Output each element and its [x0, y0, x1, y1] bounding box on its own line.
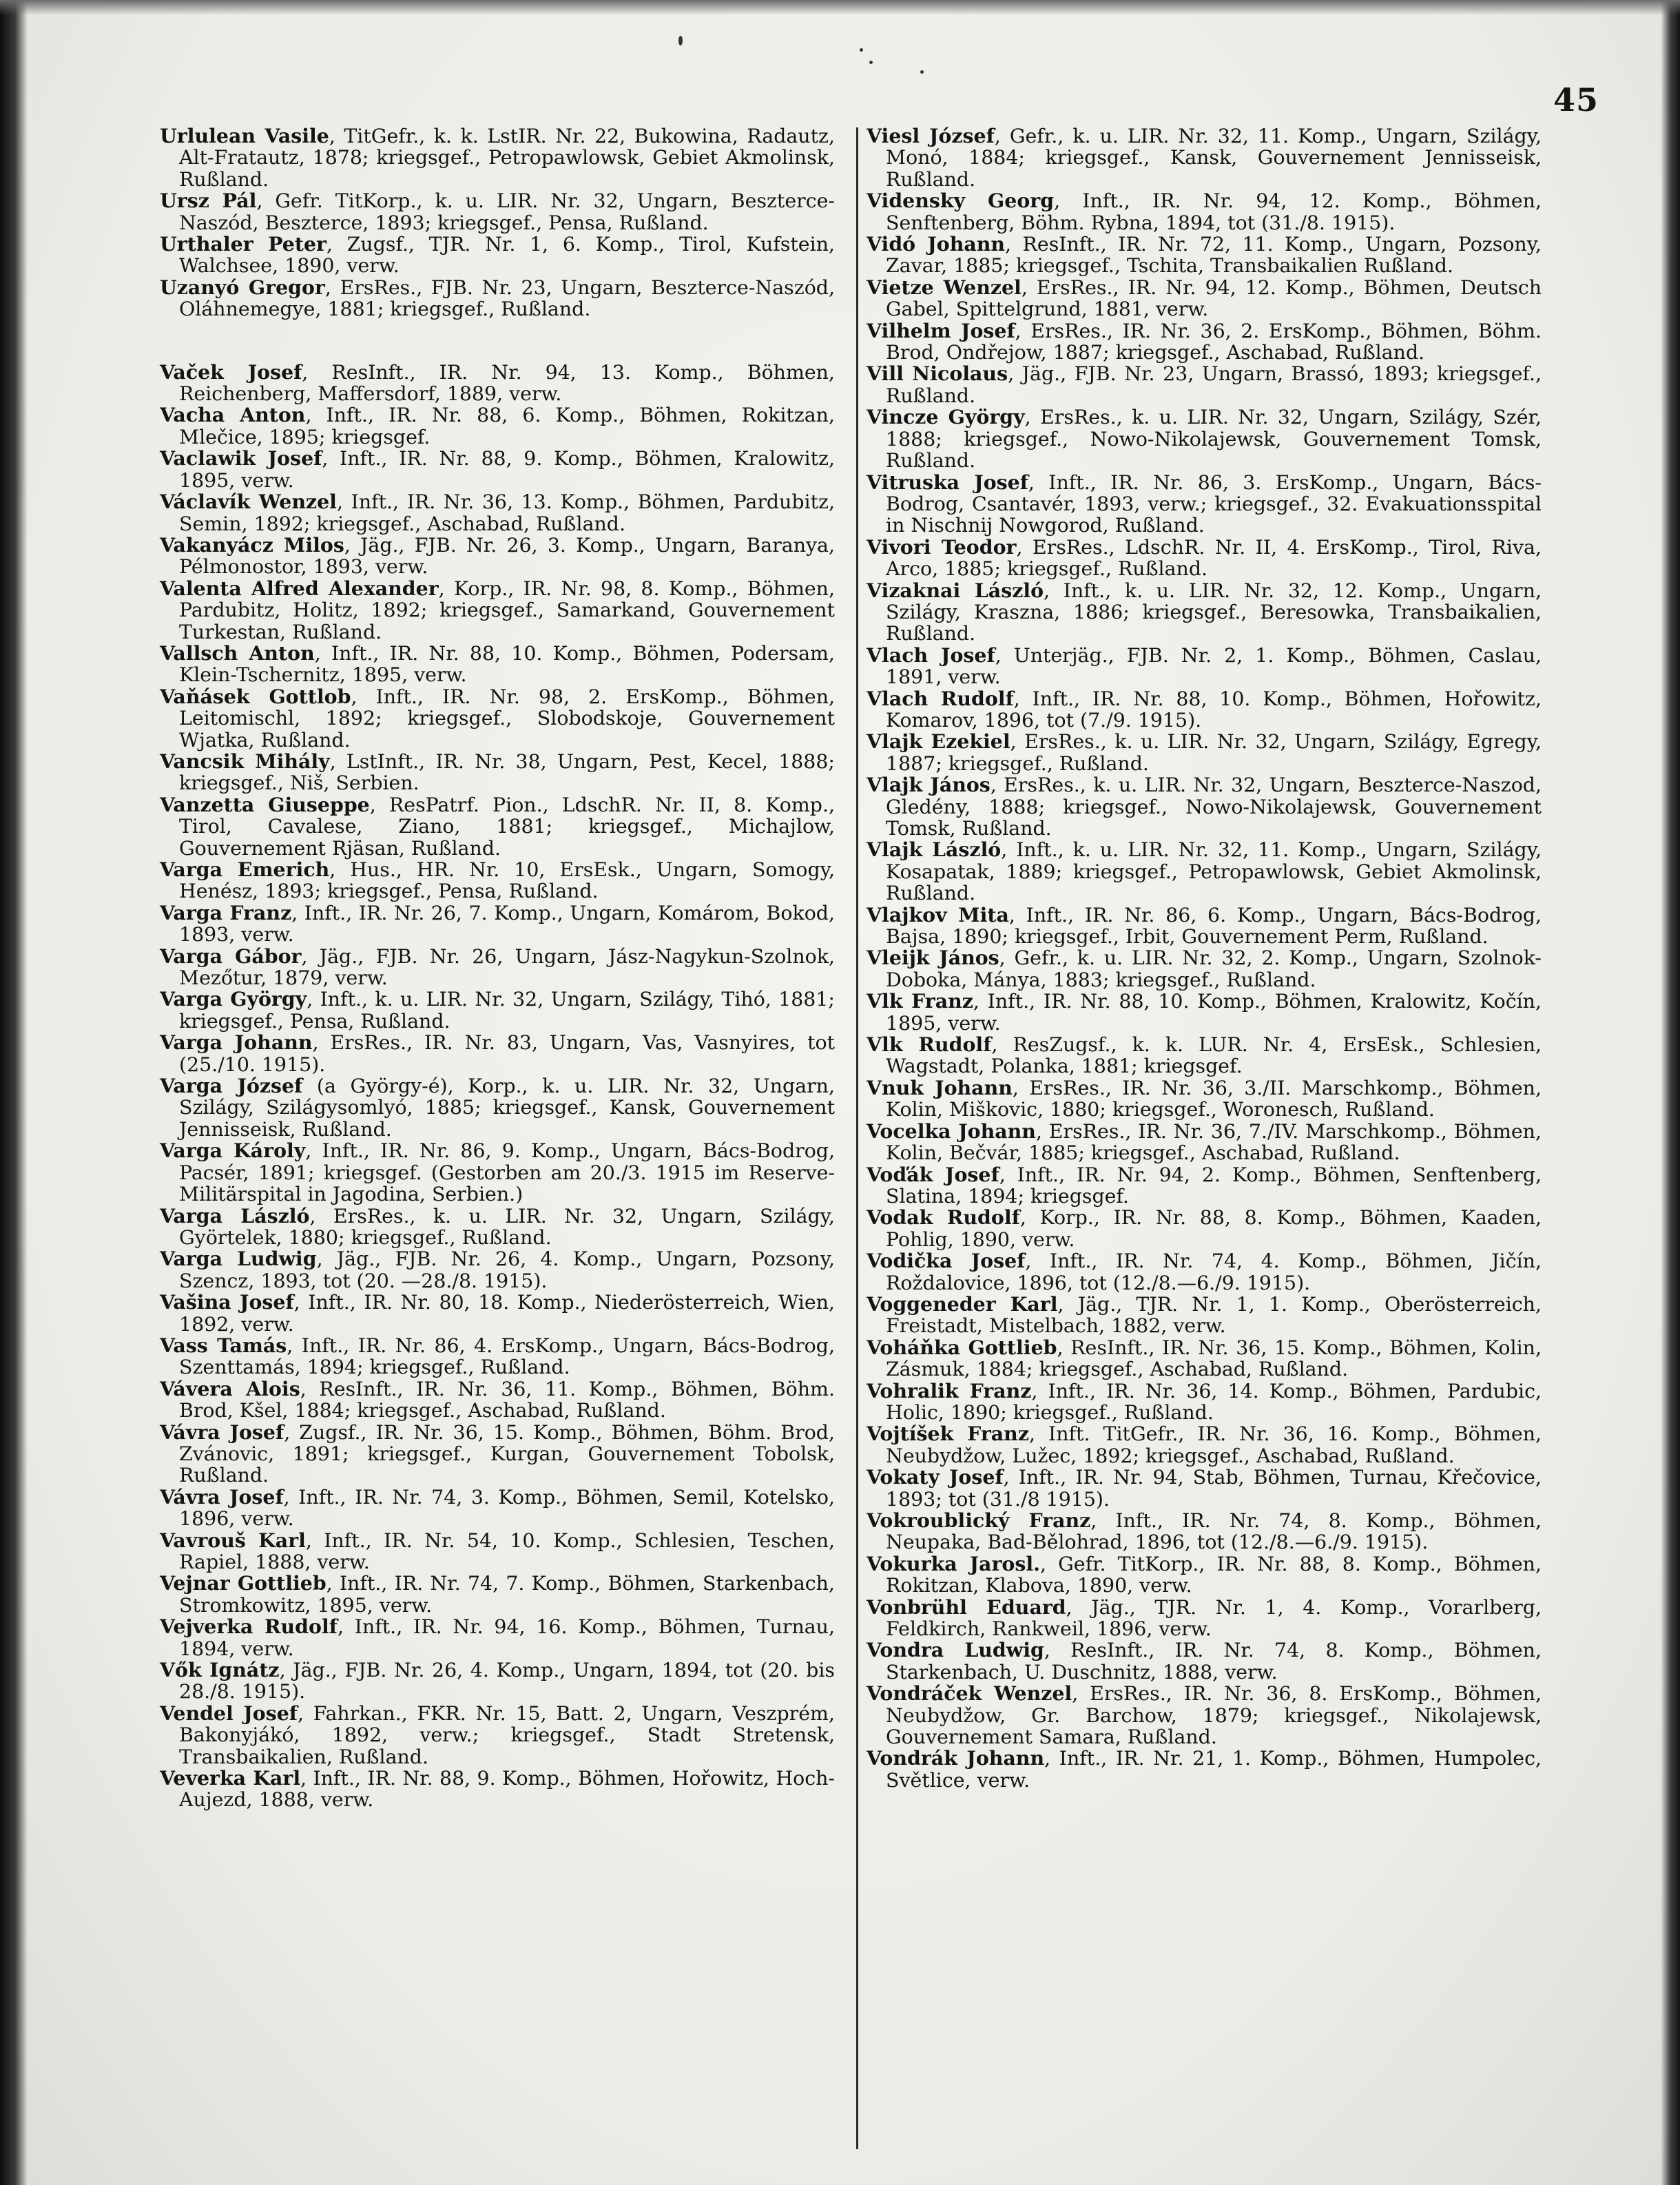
register-entry	[867, 947, 1542, 991]
entry-details: , ErsRes., IR. Nr. 94, 12. Komp., Böhmen, Deutsch Gabel, Spittelgrund, 1881, verw.	[886, 276, 1542, 321]
entry-details: , TitGefr., k. k. LstIR. Nr. 22, Bukowina, Radautz, Alt-Fratautz, 1878; kriegsgef., Petropawlowsk, Gebiet Akmolinsk, Rußland.	[179, 125, 835, 191]
entry-name: Vallsch Anton	[160, 641, 315, 665]
entry-details: , Inft., IR. Nr. 74, 8. Komp., Böhmen, Neupaka, Bad-Bělohrad, 1896, tot (12./8.—6./9. 1915).	[886, 1509, 1542, 1554]
register-entry	[160, 1422, 835, 1487]
register-entry	[867, 1639, 1542, 1683]
entry-name: Vojtíšek Franz	[867, 1422, 1029, 1446]
register-entry	[867, 991, 1542, 1034]
register-entry	[160, 1075, 835, 1140]
register-entry	[867, 1423, 1542, 1467]
entry-details: , LstInft., IR. Nr. 38, Ungarn, Pest, Kecel, 1888; kriegsgef., Niš, Serbien.	[179, 749, 835, 795]
entry-name: Varga László	[160, 1203, 310, 1228]
register-entry	[160, 686, 835, 751]
entry-name: Vlk Rudolf	[867, 1033, 992, 1057]
entry-details: , ErsRes., IR. Nr. 36, 7./IV. Marschkomp., Böhmen, Kolin, Bečvár, 1885; kriegsgef., Aschabad, Rußland.	[886, 1119, 1542, 1165]
entry-name: Vlajkov Mita	[867, 902, 1009, 926]
register-entry	[160, 946, 835, 989]
column-divider	[856, 127, 858, 2149]
entry-name: Vacha Anton	[160, 403, 306, 427]
register-entry	[867, 1077, 1542, 1121]
register-entry	[867, 1467, 1542, 1510]
entry-details: , ErsRes., FJB. Nr. 23, Ungarn, Beszterce-Naszód, Oláhnemegye, 1881; kriegsgef., Rußland.	[179, 276, 835, 321]
page-number: 45	[1553, 81, 1599, 118]
entry-details: , Inft., IR. Nr. 88, 9. Komp., Böhmen, Kralowitz, 1895, verw.	[179, 447, 835, 492]
entry-name: Vlach Josef	[867, 643, 995, 667]
entry-name: Vondráček Wenzel	[867, 1681, 1072, 1706]
entry-name: Varga Franz	[160, 900, 292, 924]
register-entry	[867, 1510, 1542, 1553]
register-entry	[867, 1207, 1542, 1250]
scan-shadow-left	[0, 0, 28, 2185]
register-entry	[867, 406, 1542, 471]
register-entry	[160, 751, 835, 794]
entry-details: , ResInft., IR. Nr. 36, 15. Komp., Böhmen, Kolin, Zásmuk, 1884; kriegsgef., Aschabad, Rußland.	[886, 1336, 1542, 1381]
entry-name: Vakanyácz Milos	[160, 532, 344, 557]
entry-name: Vők Ignátz	[160, 1658, 280, 1682]
entry-name: Vaňásek Gottlob	[160, 684, 351, 708]
entry-details: , Unterjäg., FJB. Nr. 2, 1. Komp., Böhmen, Caslau, 1891, verw.	[886, 643, 1542, 689]
register-entry	[160, 1248, 835, 1292]
entry-details: , Inft., IR. Nr. 74, 3. Komp., Böhmen, Semil, Kotelsko, 1896, verw.	[179, 1485, 835, 1531]
entry-details: , Jäg., TJR. Nr. 1, 1. Komp., Oberösterreich, Freistadt, Mistelbach, 1882, verw.	[886, 1292, 1542, 1338]
entry-details: , Fahrkan., FKR. Nr. 15, Batt. 2, Ungarn, Veszprém, Bakonyjákó, 1892, verw.; kriegsgef., Stadt Stretensk, Transbaikalien, Rußland.	[179, 1701, 835, 1768]
register-entry	[160, 1530, 835, 1573]
register-entry	[160, 1659, 835, 1703]
entry-name: Vokaty Josef	[867, 1465, 1004, 1489]
entry-name: Vass Tamás	[160, 1333, 287, 1357]
entry-details: , Inft., IR. Nr. 94, 12. Komp., Böhmen, Senftenberg, Böhm. Rybna, 1894, tot (31./8. 1915).	[886, 189, 1542, 234]
entry-details: , Inft., IR. Nr. 88, 9. Komp., Böhmen, Hořowitz, Hoch-Aujezd, 1888, verw.	[179, 1767, 835, 1812]
entry-name: Vavrouš Karl	[160, 1528, 306, 1552]
entry-details: , ResZugsf., k. k. LUR. Nr. 4, ErsEsk., Schlesien, Wagstadt, Polanka, 1881; kriegsgef.	[886, 1033, 1542, 1078]
entry-details: , Jäg., FJB. Nr. 26, 4. Komp., Ungarn, Pozsony, Szencz, 1893, tot (20. —28./8. 1915).	[179, 1247, 835, 1292]
scan-speck	[869, 61, 873, 64]
entry-name: Vokurka Jarosl.	[867, 1551, 1041, 1575]
entry-name: Vávra Josef	[160, 1484, 284, 1509]
register-entry	[867, 1121, 1542, 1164]
entry-details: , ErsRes., IR. Nr. 36, 2. ErsKomp., Böhmen, Böhm. Brod, Ondřejow, 1887; kriegsgef., Aschabad, Rußland.	[886, 319, 1542, 364]
entry-details: , ErsRes., IR. Nr. 36, 3./II. Marschkomp., Böhmen, Kolin, Miškovic, 1880; kriegsgef., Woronesch, Rußland.	[886, 1076, 1542, 1121]
entry-name: Varga Károly	[160, 1139, 306, 1163]
entry-details: , ResPatrf. Pion., LdschR. Nr. II, 8. Komp., Tirol, Cavalese, Ziano, 1881; kriegsgef., Michajlow, Gouvernement Rjäsan, Rußland.	[179, 793, 835, 860]
register-entry	[160, 794, 835, 859]
entry-name: Vlk Franz	[867, 989, 973, 1013]
entry-name: Voďák Josef	[867, 1162, 999, 1186]
register-entry	[867, 839, 1542, 904]
entry-name: Varga Ludwig	[160, 1247, 317, 1271]
entry-details: , ErsRes., k. u. LIR. Nr. 32, Ungarn, Beszterce-Naszod, Gledény, 1888; kriegsgef., Nowo-Nikolajewsk, Gouvernement Tomsk, Rußland.	[886, 774, 1542, 840]
register-entry	[867, 320, 1542, 364]
entry-name: Vlajk Ezekiel	[867, 729, 1010, 754]
entry-name: Vitruska Josef	[867, 470, 1028, 494]
entry-name: Vodak Rudolf	[867, 1205, 1020, 1230]
entry-name: Viesl József	[867, 124, 995, 147]
scan-speck	[860, 48, 863, 52]
entry-name: Vizaknai László	[867, 578, 1044, 602]
scan-shadow-right	[1661, 0, 1680, 2185]
entry-name: Vocelka Johann	[867, 1119, 1036, 1143]
entry-details: , Zugsf., IR. Nr. 36, 15. Komp., Böhmen, Böhm. Brod, Zvánovic, 1891; kriegsgef., Kurgan, Gouvernement Tobolsk, Rußland.	[179, 1420, 835, 1487]
entry-details: , Inft., IR. Nr. 36, 13. Komp., Böhmen, Pardubitz, Semin, 1892; kriegsgef., Aschabad, Rußland.	[179, 490, 835, 535]
entry-details: , Inft., IR. Nr. 26, 7. Komp., Ungarn, Komárom, Bokod, 1893, verw.	[179, 901, 835, 946]
scan-speck	[920, 70, 924, 74]
left-column	[160, 125, 835, 1811]
entry-details: , ErsRes., LdschR. Nr. II, 4. ErsKomp., Tirol, Riva, Arco, 1885; kriegsgef., Rußland.	[886, 535, 1542, 581]
entry-name: Varga Gábor	[160, 944, 302, 968]
entry-details: , Gefr. TitKorp., IR. Nr. 88, 8. Komp., Böhmen, Rokitzan, Klabova, 1890, verw.	[886, 1552, 1542, 1597]
register-entry	[867, 1164, 1542, 1208]
entry-details: , Inft., IR. Nr. 94, 2. Komp., Böhmen, Senftenberg, Slatina, 1894; kriegsgef.	[886, 1163, 1542, 1208]
entry-details: , Inft., IR. Nr. 74, 4. Komp., Böhmen, Jičín, Roždalovice, 1896, tot (12./8.—6./9. 1915).	[886, 1250, 1542, 1294]
register-entry	[160, 1616, 835, 1659]
entry-name: Voháňka Gottlieb	[867, 1335, 1057, 1359]
entry-name: Vendel Josef	[160, 1701, 298, 1725]
register-entry	[867, 904, 1542, 948]
entry-name: Vlajk János	[867, 773, 991, 797]
entry-name: Vleijk János	[867, 946, 999, 970]
register-entry	[867, 731, 1542, 774]
entry-details: , Inft., IR. Nr. 88, 10. Komp., Böhmen, Hořowitz, Komarov, 1896, tot (7./9. 1915).	[886, 687, 1542, 732]
register-entry	[160, 578, 835, 643]
entry-details: , Inft., IR. Nr. 86, 6. Komp., Ungarn, Bács-Bodrog, Bajsa, 1890; kriegsgef., Irbit, Gouvernement Perm, Rußland.	[886, 903, 1542, 949]
entry-name: Varga József	[160, 1074, 303, 1098]
register-entry	[160, 988, 835, 1032]
entry-name: Vávra Josef	[160, 1420, 284, 1444]
entry-name: Vejnar Gottlieb	[160, 1571, 326, 1595]
entry-details: , ErsRes., k. u. LIR. Nr. 32, Ungarn, Szilágy, Györtelek, 1880; kriegsgef., Rußland.	[179, 1204, 835, 1249]
entry-name: Vidó Johann	[867, 232, 1006, 256]
register-entry	[160, 532, 835, 579]
register-entry	[160, 277, 835, 320]
entry-details: , Inft., IR. Nr. 88, 10. Komp., Böhmen, Kralowitz, Kočín, 1895, verw.	[886, 990, 1542, 1035]
entry-details: , ResInft., IR. Nr. 72, 11. Komp., Ungarn, Pozsony, Zavar, 1885; kriegsgef., Tschita, Transbaikalien Rußland.	[886, 233, 1542, 278]
entry-name: Varga Johann	[160, 1031, 313, 1055]
entry-name: Urlulean Vasile	[160, 124, 329, 147]
entry-name: Vaclawik Josef	[160, 446, 322, 470]
entry-details: , Korp., IR. Nr. 98, 8. Komp., Böhmen, Pardubitz, Holitz, 1892; kriegsgef., Samarkand, Gouvernement Turkestan, Rußland.	[179, 577, 835, 643]
register-entry	[160, 404, 835, 448]
entry-name: Vokroublický Franz	[867, 1509, 1091, 1532]
register-entry	[160, 902, 835, 946]
entry-name: Vnuk Johann	[867, 1075, 1013, 1099]
entry-details: , Inft., IR. Nr. 94, Stab, Böhmen, Turnau, Křečovice, 1893; tot (31./8 1915).	[886, 1466, 1542, 1511]
register-entry	[160, 1205, 835, 1249]
register-entry	[867, 774, 1542, 839]
register-entry	[160, 1292, 835, 1335]
register-entry	[867, 363, 1542, 406]
entry-details: , Inft. TitGefr., IR. Nr. 36, 16. Komp., Böhmen, Neubydžow, Lužec, 1892; kriegsgef., Aschabad, Rußland.	[886, 1422, 1542, 1467]
register-entry	[160, 362, 835, 405]
entry-details: , Inft., IR. Nr. 80, 18. Komp., Niederösterreich, Wien, 1892, verw.	[179, 1291, 836, 1336]
entry-name: Vondra Ludwig	[867, 1638, 1044, 1662]
entry-name: Vietze Wenzel	[867, 275, 1022, 299]
entry-details: , Jäg., FJB. Nr. 26, 3. Komp., Ungarn, Baranya, Pélmonostor, 1893, verw.	[179, 533, 835, 579]
entry-details: , Inft., IR. Nr. 74, 7. Komp., Böhmen, Starkenbach, Stromkowitz, 1895, verw.	[179, 1572, 835, 1617]
register-entry	[160, 1335, 835, 1378]
entry-details: , Inft., IR. Nr. 86, 9. Komp., Ungarn, Bács-Bodrog, Pacsér, 1891; kriegsgef. (Gestorben am 20./3. 1915 im Reserve-Militärspital in Jagodina, Serbien.)	[179, 1139, 835, 1206]
entry-name: Varga Emerich	[160, 858, 330, 881]
entry-name: Vidensky Georg	[867, 189, 1055, 213]
entry-name: Ursz Pál	[160, 189, 257, 213]
entry-details: , Zugsf., TJR. Nr. 1, 6. Komp., Tirol, Kufstein, Walchsee, 1890, verw.	[179, 233, 835, 278]
entry-details: , Gefr. TitKorp., k. u. LIR. Nr. 32, Ungarn, Beszterce-Naszód, Beszterce, 1893; kriegsgef., Pensa, Rußland.	[179, 189, 835, 234]
entry-name: Vanzetta Giuseppe	[160, 792, 370, 816]
register-entry	[160, 859, 835, 902]
entry-name: Vohralik Franz	[867, 1378, 1032, 1402]
entry-name: Vill Nicolaus	[867, 362, 1008, 386]
entry-details: , Inft., IR. Nr. 88, 6. Komp., Böhmen, Rokitzan, Mlečice, 1895; kriegsgef.	[179, 404, 835, 448]
entry-name: Vivori Teodor	[867, 535, 1017, 559]
entry-details: , Gefr., k. u. LIR. Nr. 32, 2. Komp., Ungarn, Szolnok-Doboka, Mánya, 1883; kriegsgef., Rußland.	[886, 946, 1542, 991]
scan-shadow-top	[0, 0, 1680, 15]
register-entry	[867, 1380, 1542, 1424]
entry-details: , ErsRes., k. u. LIR. Nr. 32, Ungarn, Szilágy, Egregy, 1887; kriegsgef., Rußland.	[886, 730, 1542, 775]
entry-details: , Korp., IR. Nr. 88, 8. Komp., Böhmen, Kaaden, Pohlig, 1890, verw.	[886, 1206, 1542, 1251]
register-entry	[867, 1597, 1542, 1640]
entry-details: , Jäg., TJR. Nr. 1, 4. Komp., Vorarlberg, Feldkirch, Rankweil, 1896, verw.	[886, 1595, 1542, 1641]
section-gap	[160, 320, 835, 362]
register-entry	[160, 1140, 835, 1205]
entry-details: , Jäg., FJB. Nr. 26, Ungarn, Jász-Nagykun-Szolnok, Mezőtur, 1879, verw.	[179, 944, 835, 990]
entry-name: Urthaler Peter	[160, 232, 326, 256]
entry-details: , Inft., IR. Nr. 21, 1. Komp., Böhmen, Humpolec, Světlice, verw.	[886, 1747, 1542, 1792]
register-entry	[867, 1337, 1542, 1380]
entry-details: , Inft., IR. Nr. 94, 16. Komp., Böhmen, Turnau, 1894, verw.	[179, 1615, 835, 1660]
register-entry	[160, 1703, 835, 1768]
register-entry	[867, 190, 1542, 234]
register-entry	[867, 1683, 1542, 1748]
register-entry	[160, 190, 835, 234]
right-column	[867, 125, 1542, 1791]
register-entry	[867, 1553, 1542, 1597]
entry-name: Uzanyó Gregor	[160, 275, 325, 299]
scan-speck	[678, 36, 683, 45]
register-entry	[867, 688, 1542, 732]
entry-name: Vašina Josef	[160, 1290, 294, 1314]
entry-details: , ErsRes., k. u. LIR. Nr. 32, Ungarn, Szilágy, Szér, 1888; kriegsgef., Nowo-Nikolajewsk, Gouvernement Tomsk, Rußland.	[886, 406, 1542, 473]
register-entry	[867, 234, 1542, 277]
entry-details: , ErsRes., IR. Nr. 83, Ungarn, Vas, Vasnyires, tot (25./10. 1915).	[179, 1031, 835, 1076]
entry-details: , Inft., IR. Nr. 98, 2. ErsKomp., Böhmen, Leitomischl, 1892; kriegsgef., Slobodskoje, Gouvernement Wjatka, Rußland.	[179, 685, 835, 752]
entry-name: Veverka Karl	[160, 1766, 301, 1790]
register-entry	[160, 1032, 835, 1075]
entry-name: Vodička Josef	[867, 1249, 1026, 1273]
entry-details: , ResInft., IR. Nr. 36, 11. Komp., Böhmen, Böhm. Brod, Kšel, 1884; kriegsgef., Aschabad, Rußland.	[179, 1377, 836, 1422]
entry-name: Vondrák Johann	[867, 1746, 1045, 1770]
register-entry	[160, 491, 835, 535]
entry-details: , Hus., HR. Nr. 10, ErsEsk., Ungarn, Somogy, Henész, 1893; kriegsgef., Pensa, Rußland.	[179, 858, 835, 903]
entry-name: Voggeneder Karl	[867, 1292, 1058, 1316]
register-entry	[160, 125, 835, 190]
register-entry	[867, 1034, 1542, 1077]
register-entry	[160, 448, 835, 491]
register-entry	[867, 537, 1542, 580]
register-entry	[160, 1573, 835, 1616]
entry-name: Vincze György	[867, 405, 1025, 429]
entry-details: , Inft., IR. Nr. 36, 14. Komp., Böhmen, Pardubic, Holic, 1890; kriegsgef., Rußland.	[886, 1379, 1542, 1424]
entry-name: Vaček Josef	[160, 360, 302, 384]
register-entry	[160, 234, 835, 277]
entry-name: Vancsik Mihály	[160, 749, 330, 773]
entry-name: Vávera Alois	[160, 1376, 300, 1400]
entry-name: Vilhelm Josef	[867, 318, 1015, 342]
register-entry	[867, 580, 1542, 645]
register-entry	[867, 472, 1542, 537]
entry-details: , ResInft., IR. Nr. 74, 8. Komp., Böhmen, Starkenbach, U. Duschnitz, 1888, verw.	[886, 1639, 1542, 1684]
entry-details: , Inft., k. u. LIR. Nr. 32, 12. Komp., Ungarn, Szilágy, Kraszna, 1886; kriegsgef., Beresowka, Transbaikalien, Rußland.	[886, 579, 1542, 645]
entry-details: , Gefr., k. u. LIR. Nr. 32, 11. Komp., Ungarn, Szilágy, Monó, 1884; kriegsgef., Kansk, Gouvernement Jennisseisk, Rußland.	[886, 125, 1542, 191]
entry-name: Varga György	[160, 987, 307, 1011]
entry-name: Vlajk László	[867, 838, 1002, 862]
entry-details: , Inft., k. u. LIR. Nr. 32, Ungarn, Szilágy, Tihó, 1881; kriegsgef., Pensa, Rußland.	[179, 988, 835, 1033]
entry-details: , Inft., k. u. LIR. Nr. 32, 11. Komp., Ungarn, Szilágy, Kosapatak, 1889; kriegsgef., Petropawlowsk, Gebiet Akmolinsk, Rußland.	[886, 838, 1542, 905]
register-entry	[867, 645, 1542, 688]
entry-details: , Inft., IR. Nr. 88, 10. Komp., Böhmen, Podersam, Klein-Tschernitz, 1895, verw.	[179, 641, 835, 687]
register-entry	[867, 277, 1542, 320]
register-entry	[867, 1294, 1542, 1337]
entry-details: , Jäg., FJB. Nr. 26, 4. Komp., Ungarn, 1894, tot (20. bis 28./8. 1915).	[179, 1659, 835, 1704]
entry-details: , Inft., IR. Nr. 86, 4. ErsKomp., Ungarn, Bács-Bodrog, Szenttamás, 1894; kriegsgef., Rußland.	[179, 1334, 835, 1379]
register-entry	[160, 1484, 835, 1531]
entry-name: Vonbrühl Eduard	[867, 1595, 1066, 1619]
register-entry	[160, 643, 835, 686]
entry-details: , ErsRes., IR. Nr. 36, 8. ErsKomp., Böhmen, Neubydžow, Gr. Barchow, 1879; kriegsgef., Nikolajewsk, Gouvernement Samara, Rußland.	[886, 1682, 1542, 1749]
entry-details: , ResInft., IR. Nr. 94, 13. Komp., Böhmen, Reichenberg, Maffersdorf, 1889, verw.	[179, 360, 835, 406]
register-entry	[867, 1250, 1542, 1294]
entry-name: Vlach Rudolf	[867, 686, 1014, 710]
entry-details: , Jäg., FJB. Nr. 23, Ungarn, Brassó, 1893; kriegsgef., Rußland.	[886, 362, 1542, 407]
entry-details: , Inft., IR. Nr. 54, 10. Komp., Schlesien, Teschen, Rapiel, 1888, verw.	[179, 1529, 836, 1573]
entry-details: , Inft., IR. Nr. 86, 3. ErsKomp., Ungarn, Bács-Bodrog, Csantavér, 1893, verw.; kriegsgef., 32. Evakuationsspital in Nischnij Nowgorod, Rußland.	[886, 470, 1542, 537]
register-entry	[160, 1768, 835, 1811]
entry-name: Valenta Alfred Alexander	[160, 576, 439, 600]
register-entry	[867, 125, 1542, 190]
entry-details: (a György-é), Korp., k. u. LIR. Nr. 32, Ungarn, Szilágy, Szilágysomlyó, 1885; kriegsgef., Kansk, Gouvernement Jennisseisk, Rußland.	[179, 1075, 835, 1141]
register-entry	[160, 1378, 835, 1422]
entry-name: Vejverka Rudolf	[160, 1615, 338, 1639]
entry-name: Václavík Wenzel	[160, 490, 337, 514]
register-entry	[867, 1748, 1542, 1791]
